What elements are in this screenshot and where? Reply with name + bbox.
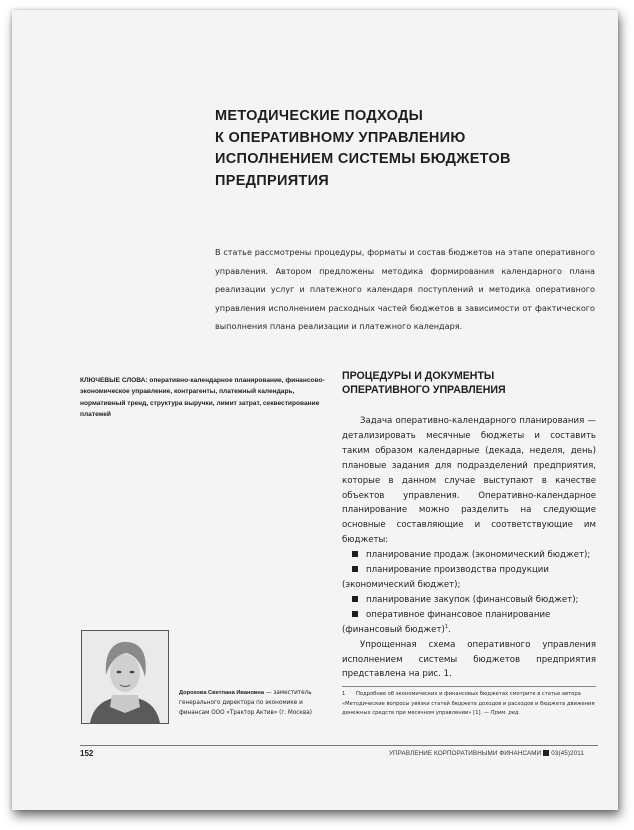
list-item-end: .	[448, 624, 451, 635]
article-title-line: ПРЕДПРИЯТИЯ	[215, 172, 330, 189]
footnote-number: 1	[342, 691, 346, 697]
journal-name: УПРАВЛЕНИЕ КОРПОРАТИВНЫМИ ФИНАНСАМИ	[388, 750, 542, 757]
list-item	[342, 548, 596, 563]
footnote-divider	[342, 686, 596, 687]
list-item-text: планирование производства продукции (экономический бюджет);	[342, 565, 549, 590]
editor-note: Прим. ред.	[490, 710, 521, 717]
journal-page	[12, 10, 618, 810]
black-square-bullet-icon	[352, 566, 358, 572]
list-item	[342, 563, 596, 593]
list-item	[342, 593, 596, 608]
list-item-text: оперативное финансовое планирование (финансовый бюджет)	[342, 609, 551, 635]
body-column	[342, 414, 596, 682]
portrait-illustration	[82, 631, 168, 723]
page-number: 152	[80, 749, 94, 758]
author-portrait-photo	[81, 630, 169, 724]
footnote-reference[interactable]: 1	[444, 623, 448, 630]
journal-running-footer	[389, 750, 584, 757]
author-position: — заместитель генерального директора по экономике и финансам ООО «Трактор Актив» (г. Москва)	[179, 690, 312, 717]
section-heading-line: ПРОЦЕДУРЫ И ДОКУМЕНТЫ	[342, 370, 495, 382]
footer-divider	[80, 745, 598, 746]
black-square-bullet-icon	[352, 596, 358, 602]
footnote	[342, 690, 596, 719]
footnote-text: Подробнее об экономических и финансовых бюджетах смотрите в статье автора «Методические вопросы увязки статей бюджета доходов и расходов и бюджета движения денежных средств при месячном управлении» [1]. —	[342, 691, 595, 717]
section-heading-line: ОПЕРАТИВНОГО УПРАВЛЕНИЯ	[342, 383, 506, 396]
list-item-text: планирование закупок (финансовый бюджет);	[366, 594, 579, 605]
body-paragraph: Упрощенная схема оперативного управления исполнением системы бюджетов предприятия представлена на рис. 1.	[342, 639, 596, 680]
black-square-bullet-icon	[352, 551, 358, 557]
journal-issue: 03(45)2011	[551, 750, 584, 757]
article-title-line: ИСПОЛНЕНИЕМ СИСТЕМЫ БЮДЖЕТОВ	[215, 151, 511, 167]
body-paragraph: Задача оперативно-календарного планирования — детализировать месячные бюджеты и составить таким образом календарные (декада, неделя, день) плановые задания для подразделений предприятия, которые в данном случае выступают в качестве объектов управления. Оперативно-календарное планирование можно разделить на следующие основные составляющие и соответствующие им бюджеты:	[342, 416, 596, 546]
section-heading	[342, 370, 602, 397]
list-item	[342, 608, 596, 638]
list-item-text: планирование продаж (экономический бюджет);	[366, 550, 591, 561]
article-title-line: МЕТОДИЧЕСКИЕ ПОДХОДЫ	[215, 108, 424, 124]
black-square-bullet-icon	[352, 611, 358, 617]
keywords: КЛЮЧЕВЫЕ СЛОВА: оперативно-календарное планирование, финансово-экономическое управление, контрагенты, платежный календарь, нормативный тренд, структура выручки, лимит затрат, секвестирование платежей	[80, 377, 325, 419]
black-square-separator-icon	[543, 750, 549, 756]
article-title-line: К ОПЕРАТИВНОМУ УПРАВЛЕНИЮ	[215, 129, 466, 146]
author-caption	[179, 688, 331, 719]
bullet-list	[342, 548, 596, 637]
article-abstract: В статье рассмотрены процедуры, форматы и состав бюджетов на этапе оперативного управления. Автором предложены методика формирования календарного плана реализации услуг и платежного календаря поступлений и методика оперативного управления исполнением расходных частей бюджетов в зависимости от фактического выполнения плана реализации и платежного календаря.	[215, 247, 595, 332]
author-name: Дорохова Светлана Ивановна	[179, 690, 265, 696]
article-title	[215, 106, 595, 192]
